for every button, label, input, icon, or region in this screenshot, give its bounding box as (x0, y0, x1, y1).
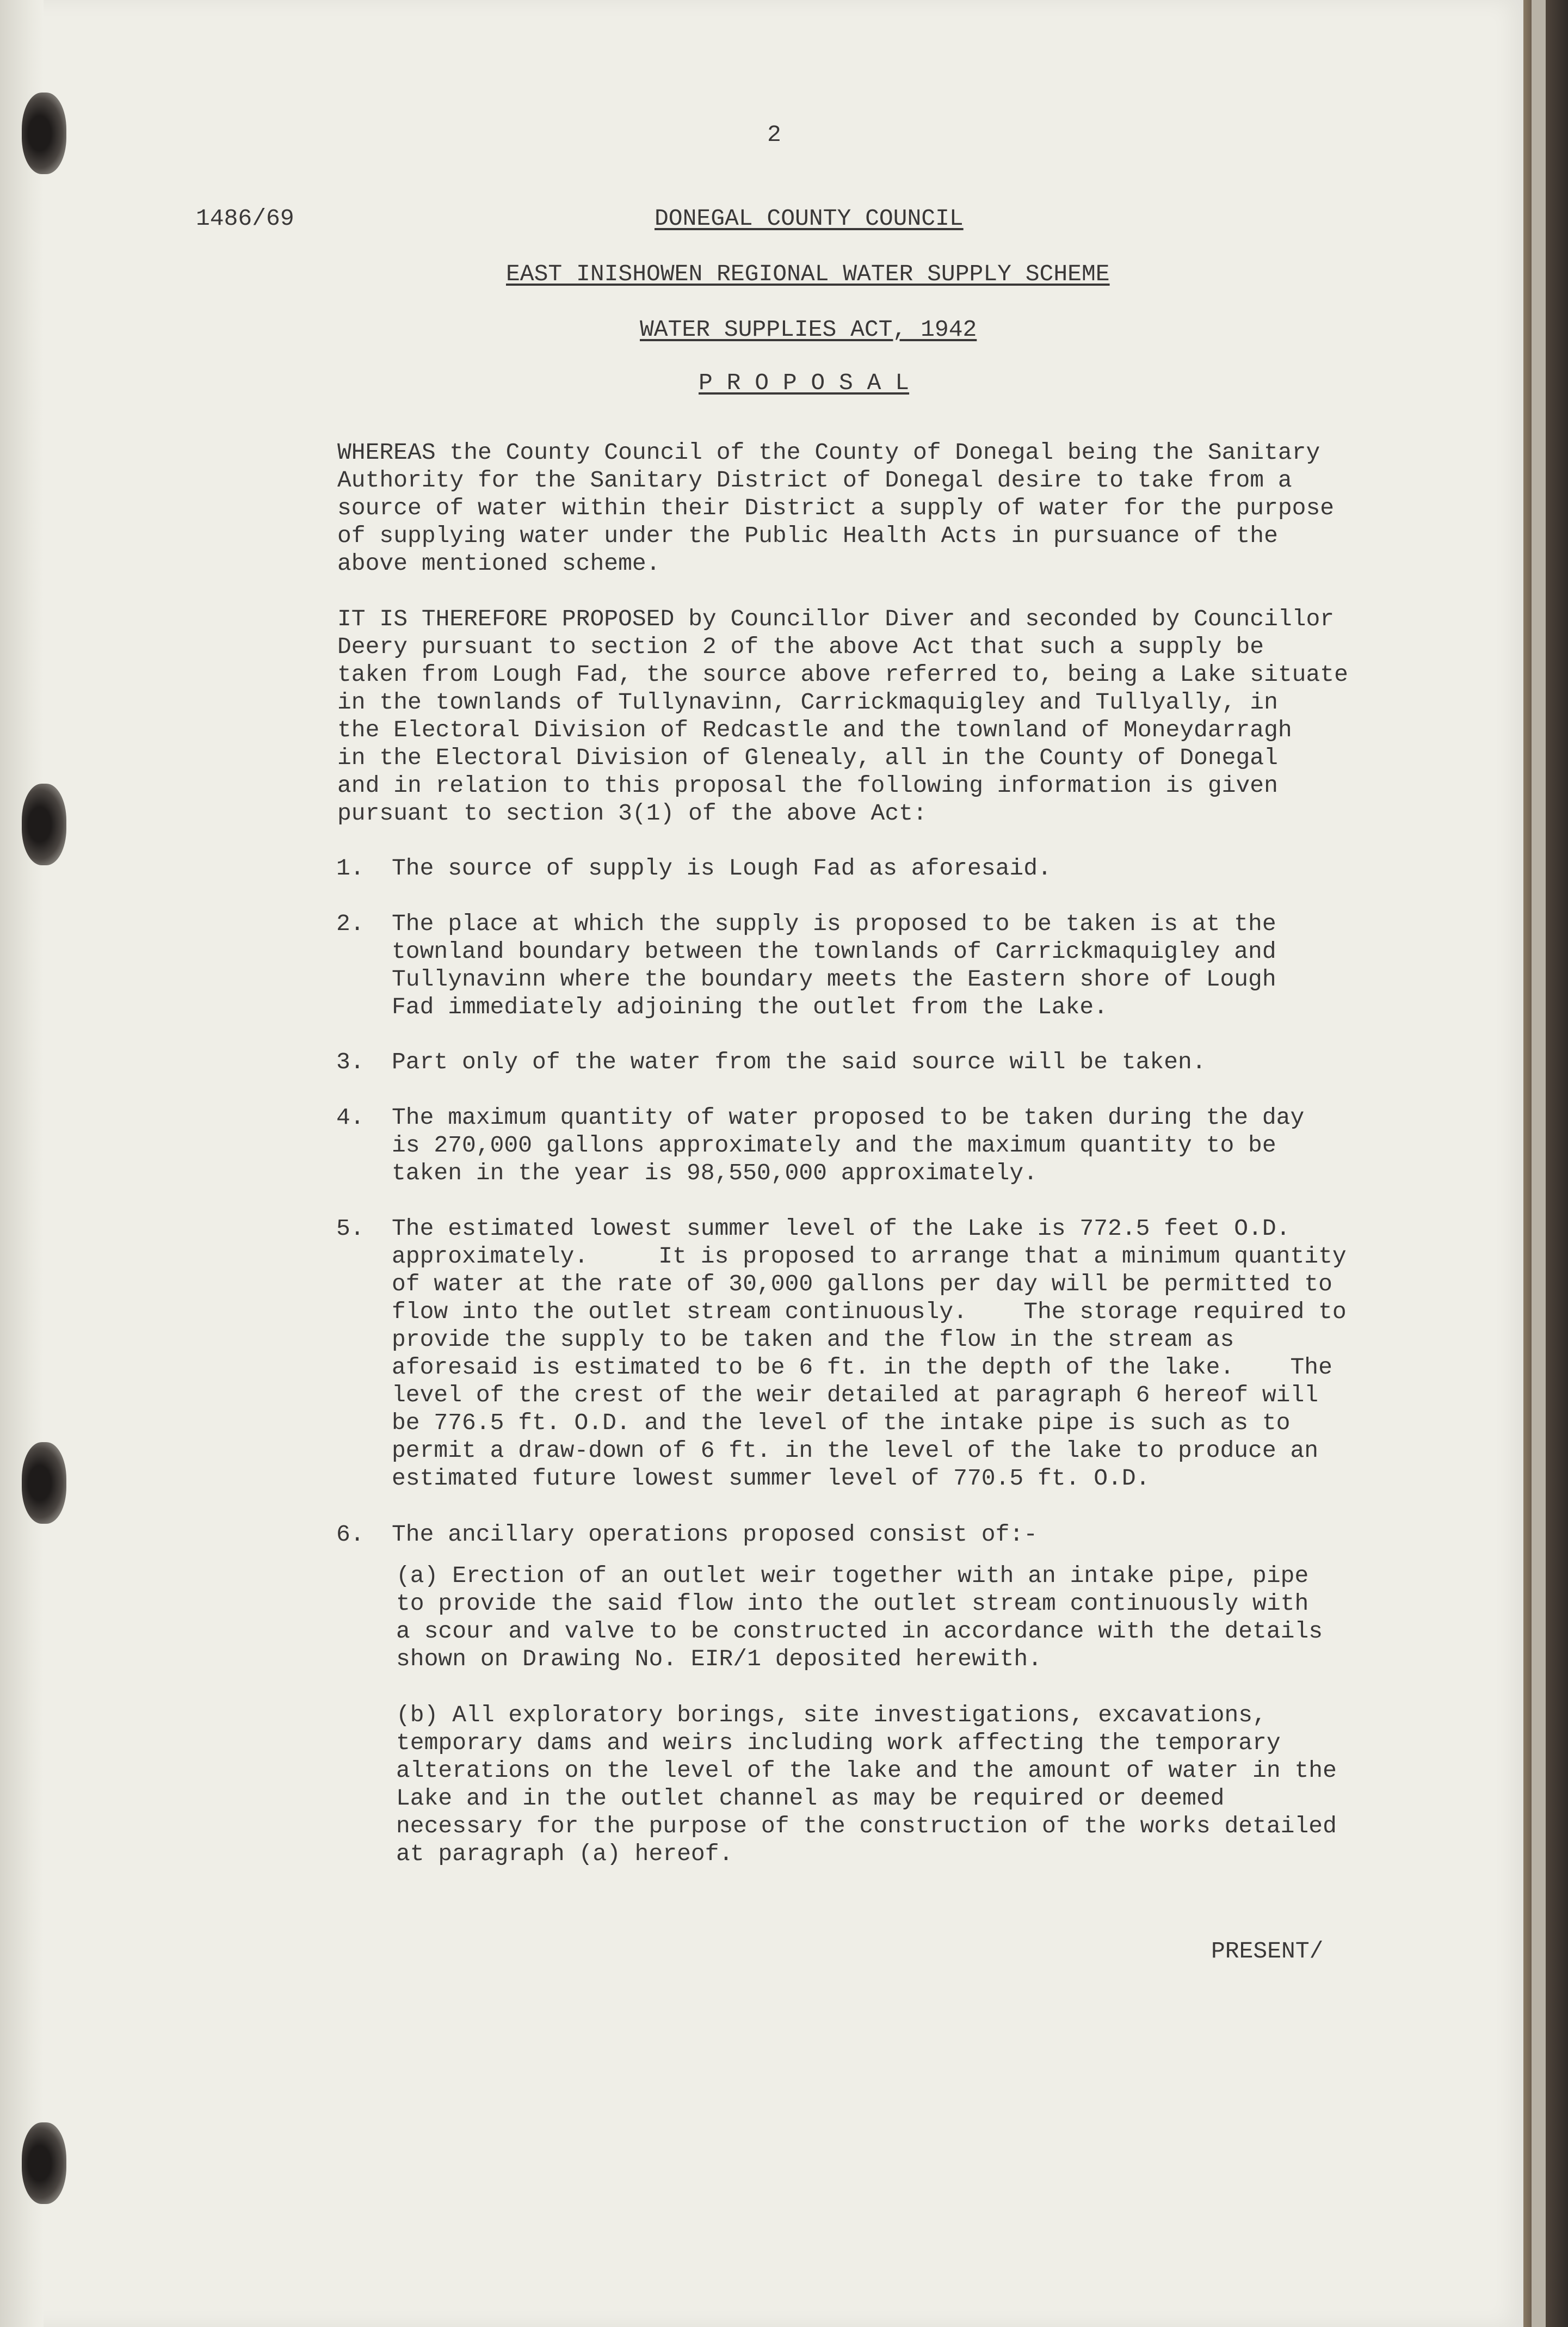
binding-strip (1532, 0, 1546, 2327)
item-number: 6. (336, 1521, 365, 1548)
item-text: The source of supply is Lough Fad as aforesaid. (392, 855, 1052, 882)
item-number: 1. (336, 855, 365, 882)
proposed-paragraph: IT IS THEREFORE PROPOSED by Councillor Diver and seconded by Councillor Deery pursuant to section 2 of the above Act that such a supply be taken from Lough Fad, the source above referred to, being a Lake situate in the townlands of Tullynavinn, Carrickmaquigley and Tullyally, in the Electoral Division of Redcastle and the townland of Moneydarragh in the Electoral Division of Glenealy, all in the County of Donegal and in relation to this proposal the following information is given pursuant to section 3(1) of the above Act: (337, 606, 1348, 827)
binding-hole (22, 1442, 66, 1524)
item-text: The maximum quantity of water proposed to be taken during the day is 270,000 gallons approximately and the maximum quantity to be taken in the year is 98,550,000 approximately. (392, 1104, 1305, 1186)
item-text: The place at which the supply is proposed to be taken is at the townland boundary between the townlands of Carrickmaquigley and Tullynavinn where the boundary meets the Eastern shore of Lough Fad immediately adjoining the outlet from the Lake. (392, 910, 1276, 1020)
scheme-heading: EAST INISHOWEN REGIONAL WATER SUPPLY SCHEME (506, 261, 1110, 287)
operation-b: (b) All exploratory borings, site investigations, excavations, temporary dams and weirs including work affecting the temporary alterations on the level of the lake and the amount of water in the Lake and in the outlet channel as may be required or deemed necessary for the purpose of the construction of the works detailed at paragraph (a) hereof. (396, 1702, 1337, 1867)
binding-hole (22, 2122, 66, 2204)
item-text: The estimated lowest summer level of the Lake is 772.5 feet O.D. approximately. It is proposed to arrange that a minimum quantity of water at the rate of 30,000 gallons per day will be permitted to flow into the outlet stream continuously. The storage required to provide the supply to be taken and the flow in the stream as aforesaid is estimated to be 6 ft. in the depth of the lake. The level of the crest of the weir detailed at paragraph 6 hereof will be 776.5 ft. O.D. and the level of the intake pipe is such as to permit a draw-down of 6 ft. in the level of the lake to produce an estimated future lowest summer level of 770.5 ft. O.D. (392, 1215, 1347, 1492)
council-heading: DONEGAL COUNTY COUNCIL (655, 205, 964, 232)
item-number: 2. (336, 910, 365, 937)
binding-spine (0, 0, 44, 2327)
item-text: The ancillary operations proposed consist of:- (392, 1521, 1038, 1548)
item-text: Part only of the water from the said source will be taken. (392, 1049, 1206, 1075)
file-reference: 1486/69 (196, 205, 294, 232)
proposal-heading: P R O P O S A L (699, 370, 910, 396)
item-number: 5. (336, 1215, 365, 1242)
whereas-paragraph: WHEREAS the County Council of the County of Donegal being the Sanitary Authority for the Sanitary District of Donegal desire to take from a source of water within their District a supply of water for the purpose of supplying water under the Public Health Acts in pursuance of the above mentioned scheme. (337, 439, 1335, 577)
item-number: 4. (336, 1104, 365, 1131)
item-number: 3. (336, 1049, 365, 1075)
binding-hole (22, 93, 66, 174)
catchword: PRESENT/ (1211, 1938, 1324, 1965)
act-heading: WATER SUPPLIES ACT, 1942 (640, 316, 977, 343)
operation-a: (a) Erection of an outlet weir together with an intake pipe, pipe to provide the said flow into the outlet stream continuously with a scour and valve to be constructed in accordance with the details shown on Drawing No. EIR/1 deposited herewith. (396, 1562, 1323, 1672)
page-edge (1523, 0, 1568, 2327)
page-number: 2 (767, 121, 781, 148)
binding-hole (22, 784, 66, 865)
